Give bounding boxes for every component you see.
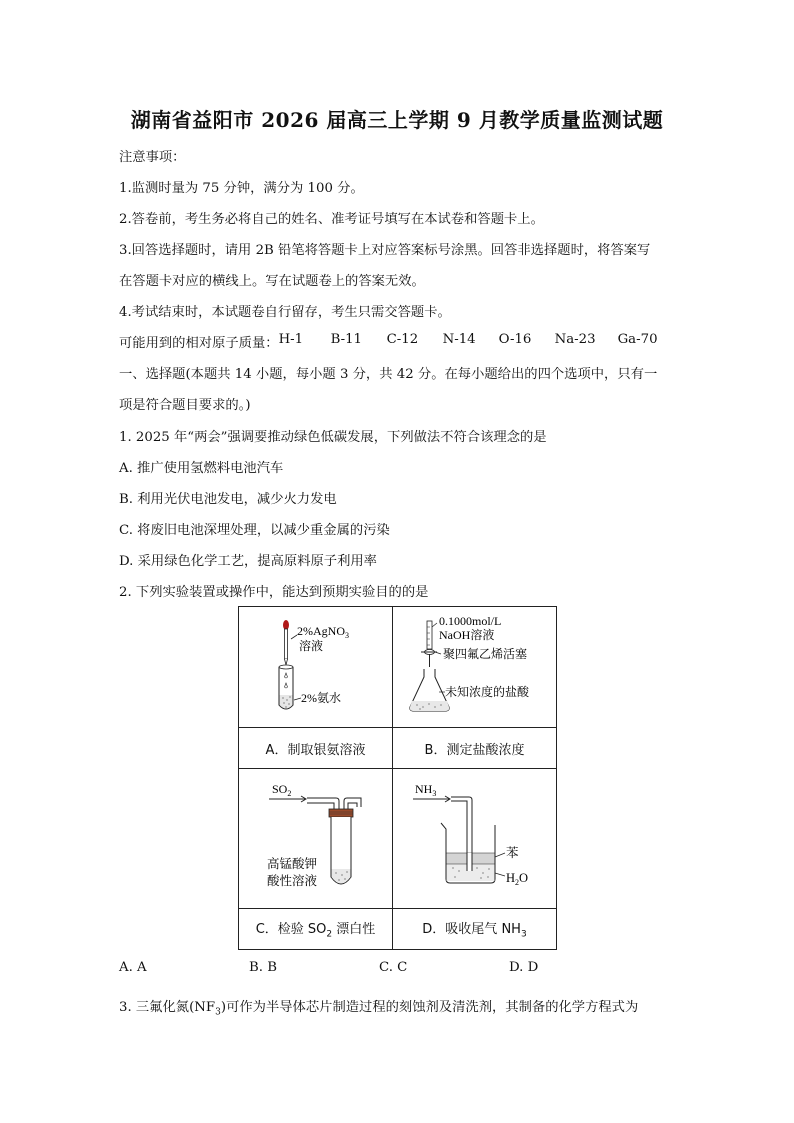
notice-item-3: 3.回答选择题时，请用 2B 铅笔将答题卡上对应答案标号涂黑。回答非选择题时，将答案写 [119, 243, 651, 258]
figure-a-label-ammonia: 2%氨水 [301, 691, 341, 705]
answer-option-b[interactable]: B. B [249, 960, 277, 975]
figure-a-label-agno3: 2%AgNO$_3$ [297, 624, 349, 640]
atomic-masses-label: 可能用到的相对原子质量： [119, 336, 279, 351]
figure-b-caption: B．测定盐酸浓度 [393, 728, 557, 769]
question-1-stem: 1. 2025 年“两会”强调要推动绿色低碳发展，下列做法不符合该理念的是 [119, 430, 547, 445]
figure-a-cell [239, 607, 393, 728]
section-heading-cont: 项是符合题目要求的。) [119, 398, 251, 413]
notice-heading: 注意事项： [119, 150, 186, 165]
answer-option-c[interactable]: C. C [379, 960, 408, 975]
figure-a-label-solution: 溶液 [299, 639, 324, 653]
figure-a-drawing [239, 607, 392, 723]
mass-na: Na-23 [554, 332, 596, 347]
mass-ga: Ga-70 [617, 332, 658, 347]
mass-h: H-1 [278, 332, 304, 347]
question-2-answer-options [119, 960, 639, 975]
figure-d-cell [393, 769, 557, 909]
figure-b-label-naoh: NaOH溶液 [439, 628, 495, 642]
answer-option-a[interactable]: A. A [119, 960, 147, 975]
experiment-figure-table [238, 606, 557, 950]
mass-n: N-14 [442, 332, 476, 347]
figure-d-label-benzene: 苯 [506, 846, 519, 860]
notice-item-1: 1.监测时量为 75 分钟，满分为 100 分。 [119, 181, 364, 196]
notice-item-3-cont: 在答题卡对应的横线上。写在试题卷上的答案无效。 [119, 274, 425, 289]
figure-d-label-water: $H_2O$ [506, 871, 529, 887]
mass-o: O-16 [498, 332, 532, 347]
question-1-option-a: A. 推广使用氢燃料电池汽车 [119, 461, 284, 476]
figure-c-label-gas: $SO_2$ [272, 782, 292, 798]
question-1-option-b: B. 利用光伏电池发电，减少火力发电 [119, 492, 337, 507]
mass-b: B-11 [330, 332, 362, 347]
figure-d-caption: D．吸收尾气 $NH_3$ [393, 909, 557, 950]
figure-d-drawing [393, 769, 556, 904]
page-title: 湖南省益阳市 2026 届高三上学期 9 月教学质量监测试题 [130, 108, 664, 132]
figure-c-caption: C．检验 $SO_2$ 漂白性 [239, 909, 393, 950]
figure-d-label-gas: $NH_3$ [415, 782, 437, 798]
question-1-option-c: C. 将废旧电池深埋处理，以减少重金属的污染 [119, 523, 390, 538]
mass-c: C-12 [386, 332, 419, 347]
figure-b-label-concentration: 0.1000mol/L [439, 614, 502, 628]
question-2-stem: 2. 下列实验装置或操作中，能达到预期实验目的的是 [119, 585, 429, 600]
figure-c-cell [239, 769, 393, 909]
section-heading: 一、选择题(本题共 14 小题，每小题 3 分，共 42 分。在每小题给出的四个选项中，只有一 [119, 367, 658, 382]
figure-c-label-kmno4: 高锰酸钾 [267, 857, 318, 871]
figure-c-drawing [239, 769, 392, 904]
answer-option-d[interactable]: D. D [509, 960, 539, 975]
figure-b-label-hcl: 未知浓度的盐酸 [445, 685, 530, 699]
question-3-stem: 3. 三氟化氮$(NF_3)$可作为半导体芯片制造过程的刻蚀剂及清洗剂，其制备的化学方程式为 [119, 1000, 639, 1018]
question-1-option-d: D. 采用绿色化学工艺，提高原料原子利用率 [119, 554, 377, 569]
figure-b-label-stopcock: 聚四氟乙烯活塞 [443, 647, 528, 661]
atomic-masses [119, 332, 658, 351]
figure-b-drawing [393, 607, 556, 723]
notice-item-4: 4.考试结束时，本试题卷自行留存，考生只需交答题卡。 [119, 305, 451, 320]
figure-b-cell [393, 607, 557, 728]
figure-a-caption: A．制取银氨溶液 [239, 728, 393, 769]
notice-item-2: 2.答卷前，考生务必将自己的姓名、准考证号填写在本试卷和答题卡上。 [119, 212, 544, 227]
figure-c-label-acidic: 酸性溶液 [267, 874, 318, 888]
